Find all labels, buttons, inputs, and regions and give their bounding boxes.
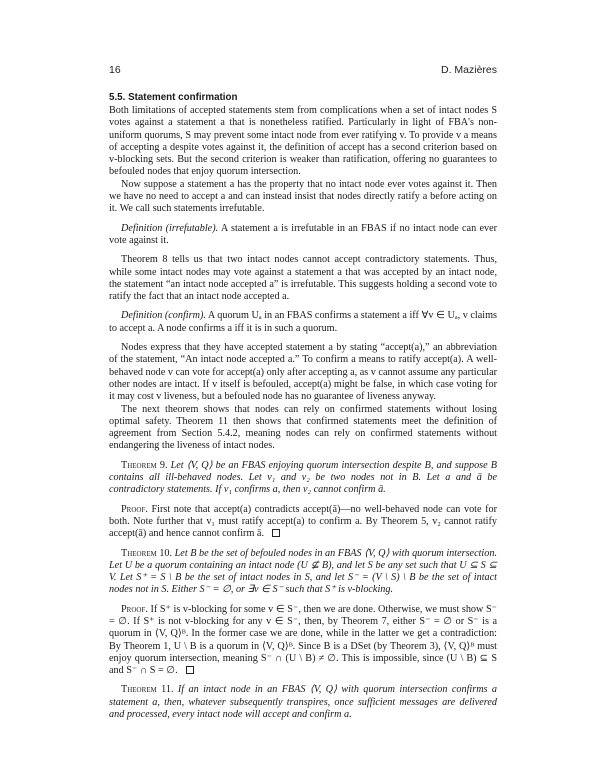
proof-body: First note that accept(a) contradicts accept(ā)—no well-behaved node can vote for both. Note further that v₁ must ratify accept(a) to confirm a. By Theorem 5, v₂ cannot ratify accept(ā) and hence cannot confirm ā. [109,503,498,540]
theorem-statement: If an intact node in an FBAS ⟨V, Q⟩ with quorum intersection confirms a statement a, then, whatever subsequently transpires, once sufficient messages are delivered and processed, every intact node will accept and confirm a. [109,684,497,721]
paragraph-irrefutable-intro: Now suppose a statement a has the property that no intact node ever votes against it. Then we have no need to accept a and can instead insist that nodes directly ratify a before acting on it. We call such statements irrefutable. [109,178,497,215]
paragraph-next-theorem: The next theorem shows that nodes can rely on confirmed statements without losing optimal safety. Theorem 11 then shows that confirmed statements meet the definition of agreement from Section 5.4.2, meaning nodes can rely on confirmed statements without endangering the liveness of intact nodes. [109,403,497,452]
section-heading: 5.5. Statement confirmation [109,92,238,103]
qed-square-icon [186,666,194,674]
page-number: 16 [109,64,121,76]
paragraph-accept-notation: Nodes express that they have accepted statement a by stating “accept(a),” an abbreviation of the statement, “An intact node accepted a.” To confirm a means to ratify accept(a). A well-behaved node v can vote for accept(a) only after accepting a, as v cannot assume any particular other nodes are intact. If v itself is befouled, accept(a) might be false, in which case voting for it may cost v liveness, but a befouled node has no guarantee of liveness anyway. [109,342,497,403]
proof-theorem-9 [109,504,497,541]
definition-body: A statement a is irrefutable in an FBAS if no intact node can ever vote against it. [109,222,498,246]
running-author: D. Mazières [440,64,497,76]
qed-square-icon [272,529,280,537]
paper-page [109,64,497,721]
proof-theorem-10 [109,604,497,678]
running-header [109,64,497,78]
theorem-statement: Let ⟨V, Q⟩ be an FBAS enjoying quorum intersection despite B, and suppose B contains all ill-behaved nodes. Let v₁ and v₂ be two nodes not in B. Let a and ā be contradictory statements. If v₁ confirms a, then v₂ cannot confirm ā. [109,459,497,496]
definition-label: Definition (irrefutable). [121,222,219,234]
definition-body: A quorum Uₐ in an FBAS confirms a statement a iff ∀v ∈ Uₐ, v claims to accept a. A node confirms a iff it is in such a quorum. [109,310,497,334]
theorem-statement: Let B be the set of befouled nodes in an FBAS ⟨V, Q⟩ with quorum intersection. Let U be a quorum containing an intact node (U ⊈ B), and let S be any set such that U ⊆ S ⊆ V. Let S⁺ = S \ B be the set of intact nodes in S, and let S⁻ = (V \ S) \ B be the set of intact nodes not in S. Either S⁻ = ∅, or ∃v ∈ S⁻ such that S⁺ is v-blocking. [109,547,497,596]
theorem-9 [109,460,497,497]
paragraph-limitations: Both limitations of accepted statements stem from complications when a set of intact nodes S votes against a statement a that is nonetheless ratified. Particularly in light of FBA's non-uniform quorums, S may prevent some intact node from ever ratifying v. To provide v a means of accepting a despite votes against it, the definition of accept has a second criterion based on v-blocking sets. But the second criterion is weaker than ratification, offering no guarantees to befouled nodes that enjoy quorum intersection. [109,105,497,178]
definition-irrefutable [109,223,497,248]
theorem-label: Theorem 10. [121,547,173,559]
definition-confirm [109,310,497,335]
theorem-11 [109,684,497,721]
theorem-label: Theorem 9. [121,459,168,471]
theorem-label: Theorem 11. [121,684,174,696]
paragraph-theorem8-discussion: Theorem 8 tells us that two intact nodes cannot accept contradictory statements. Thus, while some intact nodes may vote against a statement a that was accepted by an intact node, the statement “an intact node accepted a” is irrefutable. This suggests holding a second vote to ratify the fact that an intact node accepted a. [109,254,497,303]
proof-label: Proof. [121,503,148,515]
definition-label: Definition (confirm). [121,310,206,322]
proof-label: Proof. [121,603,148,615]
theorem-10 [109,548,497,597]
proof-body: If S⁺ is v-blocking for some v ∈ S⁻, then we are done. Otherwise, we must show S⁻ = ∅. If S⁺ is not v-blocking for any v ∈ S⁻, then, by Theorem 7, either S⁻ = ∅ or S⁻ is a quorum in ⟨V, Q⟩ᴮ. In the former case we are done, while in the latter we get a contradiction: By Theorem 1, U \ B is a quorum in ⟨V, Q⟩ᴮ. Since B is a DSet (by Theorem 3), ⟨V, Q⟩ᴮ must enjoy quorum intersection, meaning S⁻ ∩ (U \ B) ≠ ∅. This is impossible, since (U \ B) ⊆ S and S⁻ ∩ S = ∅. [109,603,497,677]
